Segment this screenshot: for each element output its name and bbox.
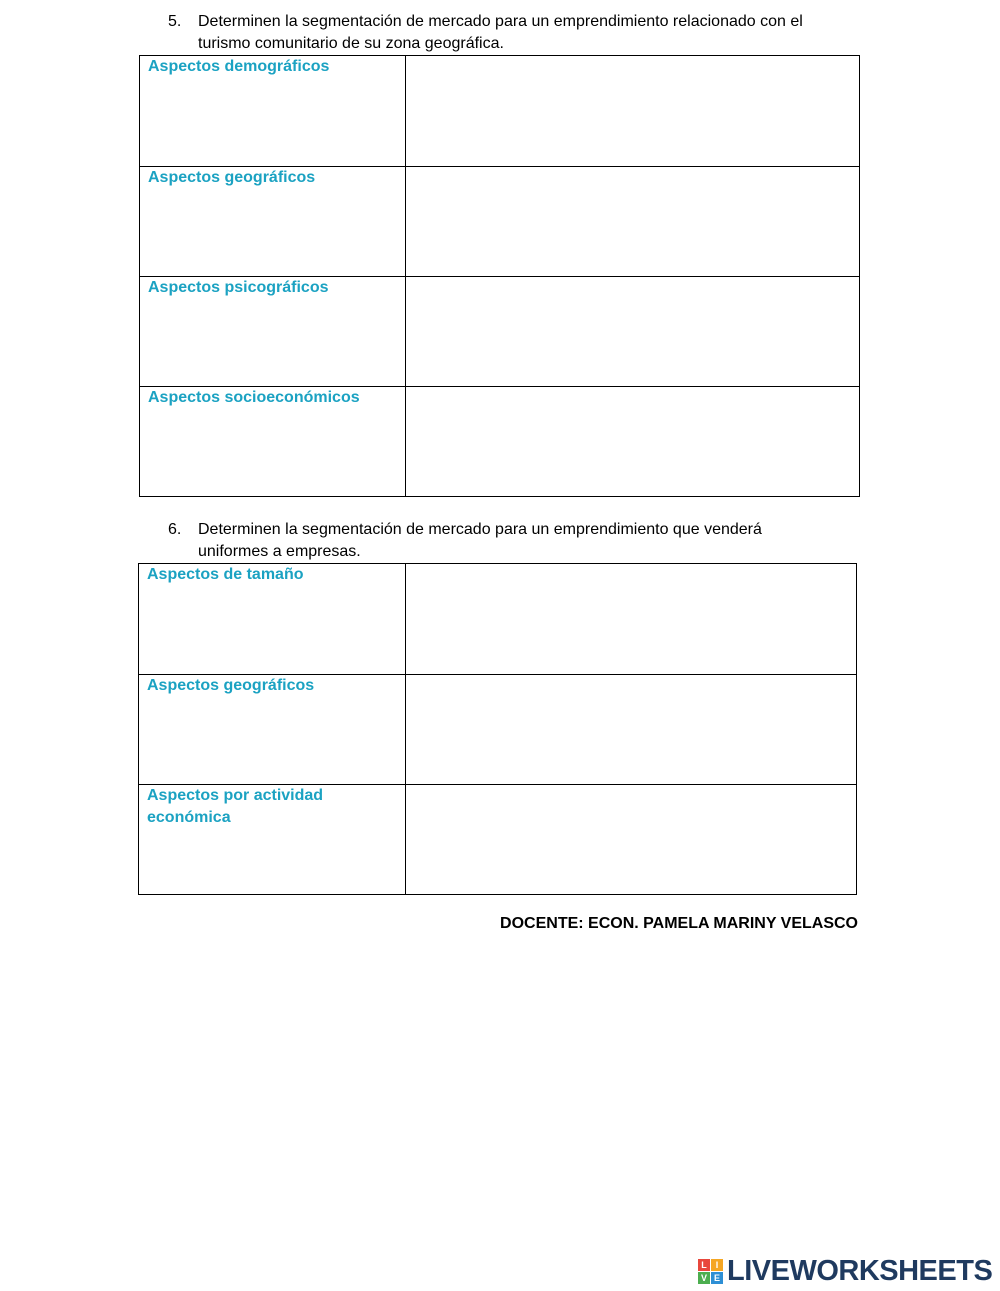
question-6-number: 6. [168,521,182,538]
row-label: Aspectos demográficos [140,56,406,167]
table-row [140,387,860,497]
answer-cell[interactable] [406,675,857,785]
row-label: Aspectos geográficos [139,675,406,785]
row-label: Aspectos socioeconómicos [140,387,406,497]
badge-letter: E [711,1272,723,1284]
question-5 [168,11,868,55]
question-6 [168,519,868,563]
row-label: Aspectos psicográficos [140,277,406,387]
segmentation-table-5 [139,55,860,497]
segmentation-table-6 [138,563,857,895]
logo-badge-icon [698,1259,723,1284]
answer-cell[interactable] [406,387,860,497]
question-5-number: 5. [168,13,182,30]
table-row [139,675,857,785]
table-row [139,564,857,675]
answer-cell[interactable] [406,56,860,167]
table-row [140,56,860,167]
badge-letter: V [698,1272,710,1284]
teacher-signature: DOCENTE: ECON. PAMELA MARINY VELASCO [500,915,858,932]
logo-word: LIVEWORKSHEETS [727,1254,993,1287]
liveworksheets-logo [698,1254,992,1288]
question-5-line2: turismo comunitario de su zona geográfica. [198,35,504,52]
answer-cell[interactable] [406,277,860,387]
table-row [139,785,857,895]
row-label: Aspectos geográficos [140,167,406,277]
row-label [139,785,406,895]
answer-cell[interactable] [406,564,857,675]
badge-letter: I [711,1259,723,1271]
question-6-line1: Determinen la segmentación de mercado para un emprendimiento que venderá [198,521,762,538]
row-label: Aspectos de tamaño [139,564,406,675]
question-5-line1: Determinen la segmentación de mercado para un emprendimiento relacionado con el [198,13,803,30]
answer-cell[interactable] [406,785,857,895]
row-label-line2: económica [147,809,231,826]
question-6-line2: uniformes a empresas. [198,543,361,560]
badge-letter: L [698,1259,710,1271]
table-row [140,167,860,277]
row-label-line1: Aspectos por actividad [147,787,324,804]
answer-cell[interactable] [406,167,860,277]
table-row [140,277,860,387]
